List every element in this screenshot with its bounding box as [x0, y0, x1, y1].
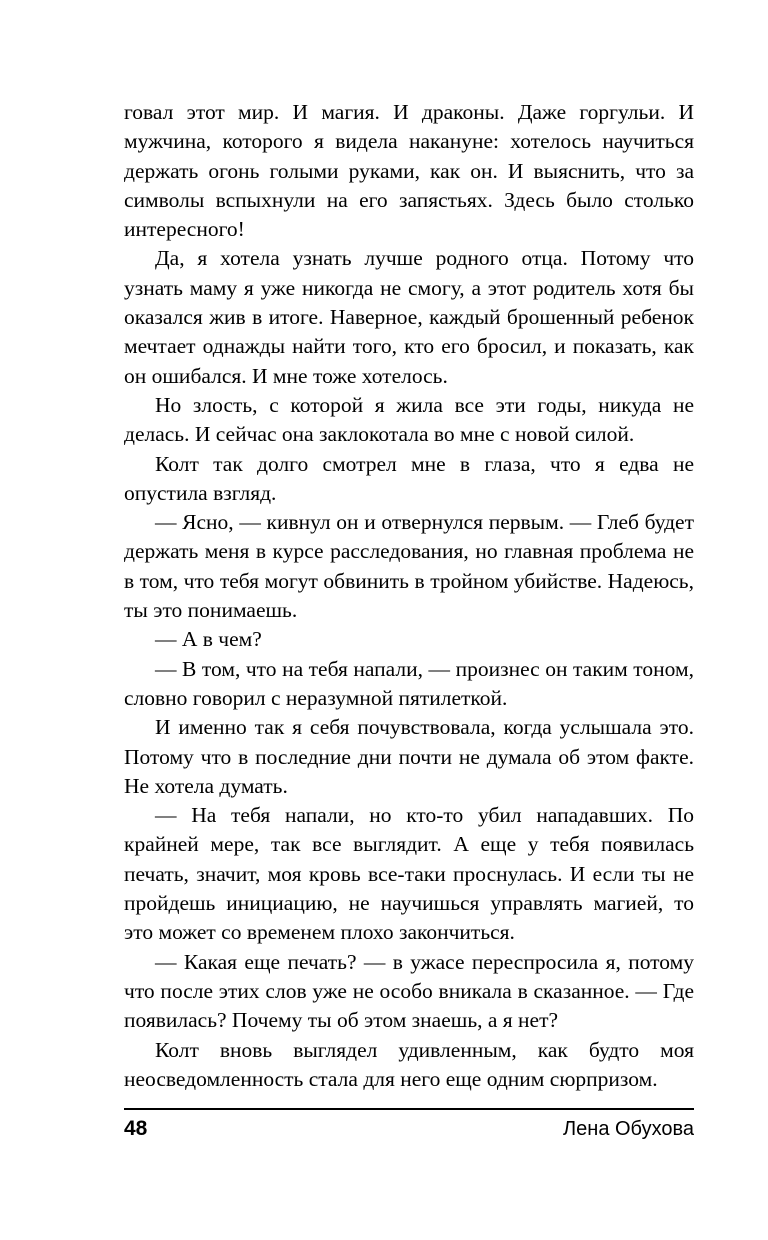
paragraph: И именно так я себя почувствовала, когда услышала это. Потому что в последние дни почти не думала об этом факте. Не хотела думать.	[124, 715, 694, 798]
page-number: 48	[124, 1117, 148, 1140]
paragraph-continued: говал этот мир. И магия. И драконы. Даже горгульи. И мужчина, которого я видела накануне: хотелось научиться держать огонь голыми руками, как он. И выяснить, что за символы вспыхнули на его запястьях. Здесь было столько интересного!	[124, 100, 694, 242]
dialogue-paragraph: — Ясно, — кивнул он и отвернулся первым. — Глеб будет держать меня в курсе расследования, но главная проблема не в том, что тебя могут обвинить в тройном убийстве. Надеюсь, ты это понимаешь.	[124, 510, 694, 623]
paragraph: Колт вновь выглядел удивленным, как будто моя неосведомленность стала для него еще одним сюрпризом.	[124, 1037, 694, 1091]
author-name: Лена Обухова	[563, 1118, 694, 1140]
dialogue-paragraph: — На тебя напали, но кто-то убил нападавших. По крайней мере, так все выглядит. А еще у тебя появилась печать, значит, моя кровь все-таки проснулась. И если ты не пройдешь инициацию, не научишься управлять магией, то это может со временем плохо закончиться.	[124, 803, 694, 945]
dialogue-paragraph: — Какая еще печать? — в ужасе переспросила я, потому что после этих слов уже не особо вникала в сказанное. — Где появилась? Почему ты об этом знаешь, а я нет?	[124, 949, 694, 1033]
dialogue-paragraph: — А в чем?	[155, 627, 262, 652]
body-text	[124, 98, 694, 1094]
paragraph: Но злость, с которой я жила все эти годы, никуда не делась. И сейчас она заклокотала во мне с новой силой.	[124, 392, 694, 447]
dialogue-paragraph: — В том, что на тебя напали, — произнес он таким тоном, словно говорил с неразумной пятилеткой.	[124, 656, 694, 710]
footer-divider	[124, 1108, 694, 1110]
paragraph: Колт так долго смотрел мне в глаза, что я едва не опустила взгляд.	[124, 451, 694, 505]
paragraph: Да, я хотела узнать лучше родного отца. Потому что узнать маму я уже никогда не смогу, а этот родитель хотя бы оказался жив в итоге. Наверное, каждый брошенный ребенок мечтает однажды найти того, кто его бросил, и показать, как он ошибался. И мне тоже хотелось.	[124, 246, 694, 388]
